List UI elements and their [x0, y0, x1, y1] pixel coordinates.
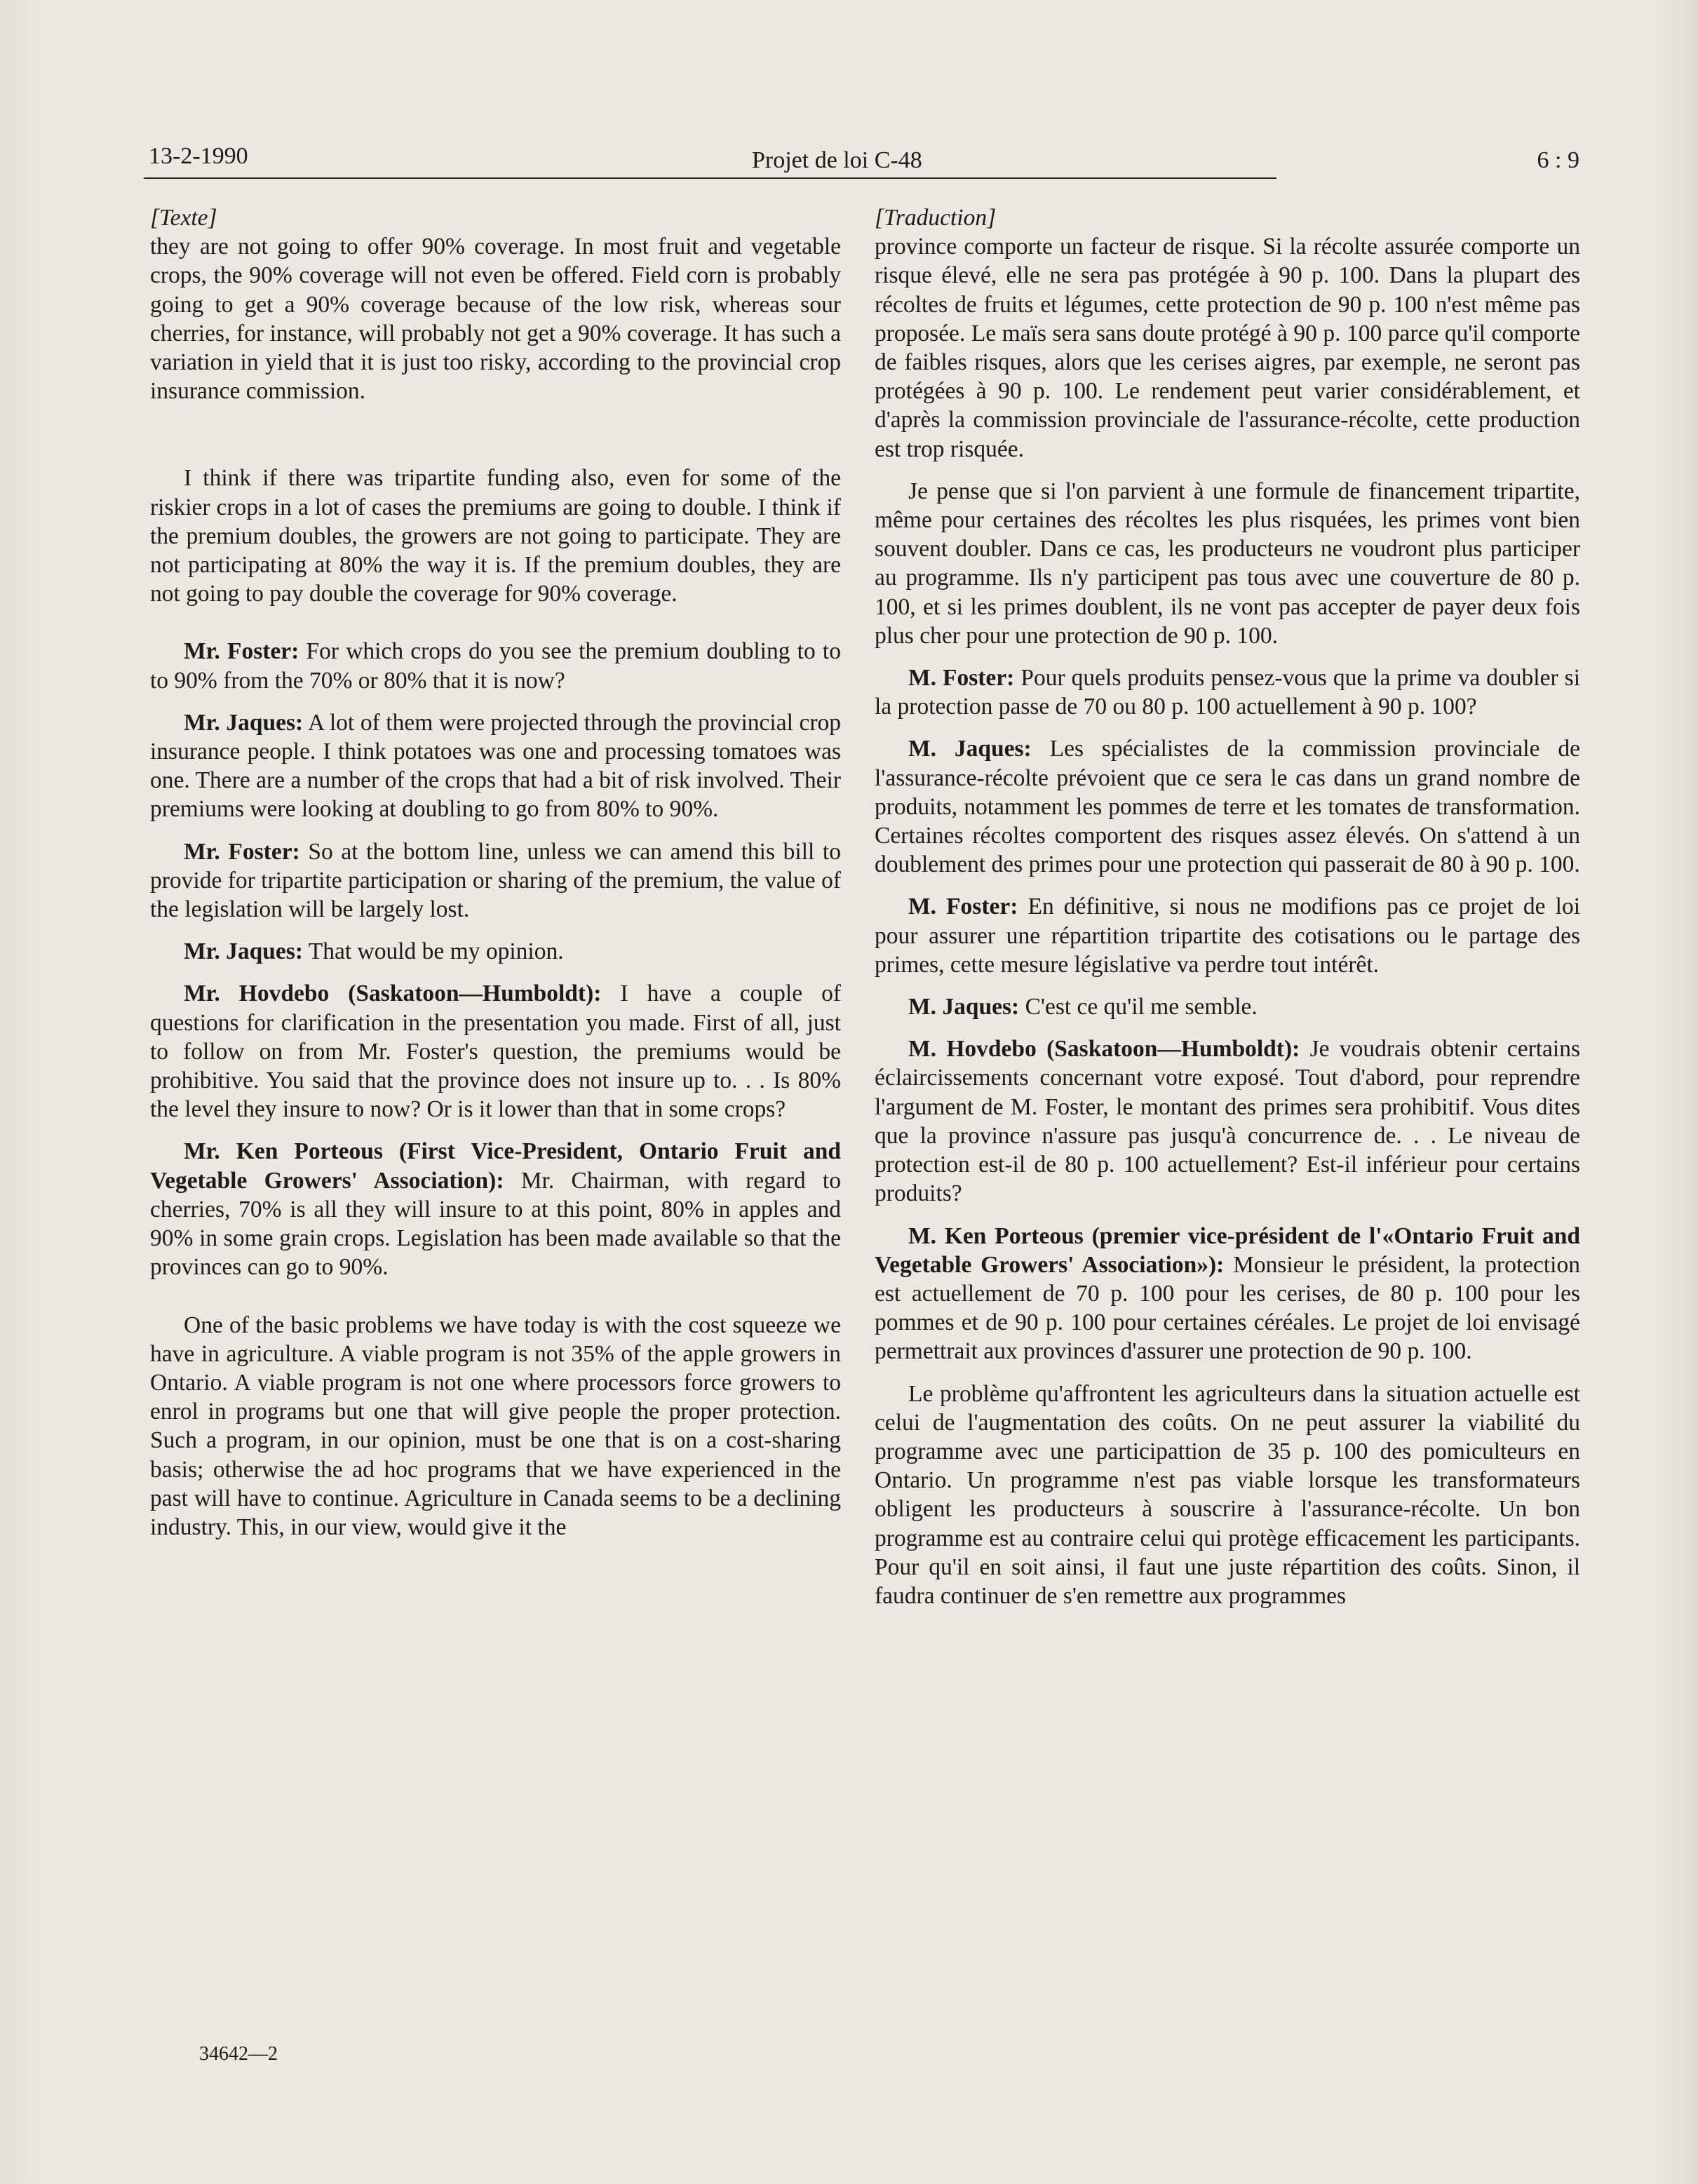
french-paragraph-2: Je pense que si l'on parvient à une formule de financement tripartite, même pour certaines des récoltes les plus risquées, les primes vont bien souvent doubler. Dans ce cas, les producteurs ne voudront plus participer au programme. Ils n'y participent pas tous avec une couverture de 80 p. 100, et si les primes doublent, ils ne vont pas accepter de payer deux fois plus cher pour une protection de 90 p. 100. — [875, 478, 1580, 649]
speaker: Mr. Foster: — [184, 638, 299, 665]
french-paragraph-4 — [875, 734, 1580, 879]
english-paragraph-5 — [150, 837, 841, 924]
french-column — [875, 203, 1580, 1610]
speaker: M. Jaques: — [908, 736, 1032, 762]
speaker: M. Hovdebo (Saskatoon—Humboldt): — [908, 1036, 1300, 1063]
speaker: Mr. Jaques: — [184, 938, 303, 965]
french-tag: [Traduction] — [875, 205, 997, 231]
french-paragraph-8 — [875, 1222, 1580, 1366]
french-paragraph-6 — [875, 992, 1580, 1021]
speaker: Mr. Jaques: — [184, 709, 304, 736]
speech: That would be my opinion. — [303, 938, 564, 965]
english-paragraph-3 — [150, 637, 841, 694]
speaker: M. Ken Porteous (premier vice-président de l'«Ontario Fruit and Vegetable Growers' Association»): — [875, 1222, 1580, 1278]
english-column — [150, 203, 841, 1542]
speaker: M. Foster: — [908, 665, 1015, 692]
speech: Les spécialistes de la commission provinciale de l'assurance-récolte prévoient que ce sera le cas dans un grand nombre de produits, notamment les pommes de terre et les tomates de transformation. Certaines récoltes comportent des risques assez élevés. On s'attend à un doublement des primes pour une protection qui passerait de 80 à 90 p. 100. — [875, 736, 1580, 878]
english-paragraph-6 — [150, 937, 841, 966]
english-paragraph-1: they are not going to offer 90% coverage. In most fruit and vegetable crops, the 90% coverage will not even be offered. Field corn is probably going to get a 90% coverage because of the low risk, whereas sour cherries, for instance, will probably not get a 90% coverage. It has such a variation in yield that it is just too risky, according to the provincial crop insurance commission. — [150, 234, 841, 405]
header-date: 13-2-1990 — [149, 143, 248, 169]
speech: Je voudrais obtenir certains éclaircissements concernant votre exposé. Tout d'abord, pour reprendre l'argument de M. Foster, le montant des primes sera prohibitif. Vous dites que la province n'assure pas jusqu'à concurrence de. . . Le niveau de protection est-il de 80 p. 100 actuellement? Est-il inférieur pour certains produits? — [875, 1036, 1580, 1207]
header-page-number: 6 : 9 — [1537, 147, 1579, 173]
french-paragraph-5 — [875, 892, 1580, 979]
speech: Pour quels produits pensez-vous que la prime va doubler si la protection passe de 70 ou 80 p. 100 actuellement à 90 p. 100? — [875, 665, 1580, 720]
header-rule — [144, 177, 1276, 179]
english-paragraph-8 — [150, 1137, 841, 1281]
speech: Monsieur le président, la protection est actuellement de 70 p. 100 pour les cerises, de 80 p. 100 pour les pommes et de 90 p. 100 pour certaines céréales. Le projet de loi envisagé permettrait aux provinces d'assurer une protection de 90 p. 100. — [875, 1251, 1580, 1365]
speech: A lot of them were projected through the provincial crop insurance people. I think potatoes was one and processing tomatoes was one. There are a number of the crops that had a bit of risk involved. Their premiums were looking at doubling to go from 80% to 90%. — [150, 709, 841, 823]
french-paragraph-9: Le problème qu'affrontent les agriculteurs dans la situation actuelle est celui de l'augmentation des coûts. On ne peut assurer la viabilité du programme avec une participattion de 35 p. 100 des pomiculteurs en Ontario. Un programme n'est pas viable lorsque les transformateurs obligent les producteurs à souscrire à l'assurance-récolte. Un bon programme est au contraire celui qui protège efficacement les participants. Pour qu'il en soit ainsi, il faut une juste répartition des coûts. Sinon, il faudra continuer de s'en remettre aux programmes — [875, 1380, 1580, 1609]
french-paragraph-7 — [875, 1034, 1580, 1208]
french-paragraph-3 — [875, 663, 1580, 721]
speaker: M. Jaques: — [908, 994, 1020, 1020]
speech: So at the bottom line, unless we can amend this bill to provide for tripartite participation or sharing of the premium, the value of the legislation will be largely lost. — [150, 838, 841, 923]
speaker: Mr. Foster: — [184, 838, 300, 865]
page-header — [149, 143, 1579, 178]
english-paragraph-7 — [150, 979, 841, 1124]
english-paragraph-2: I think if there was tripartite funding also, even for some of the riskier crops in a lot of cases the premiums are going to double. I think if the premium doubles, the growers are not going to participate. They are not participating at 80% the way it is. If the premium doubles, they are not going to pay double the coverage for 90% coverage. — [150, 465, 841, 607]
speech: Mr. Chairman, with regard to cherries, 70% is all they will insure to at this point, 80% in apples and 90% in some grain crops. Legislation has been made available so that the provinces can go to 90%. — [150, 1167, 841, 1281]
speech: C'est ce qu'il me semble. — [1019, 994, 1258, 1020]
speaker: M. Foster: — [908, 894, 1018, 920]
speaker: Mr. Hovdebo (Saskatoon—Humboldt): — [184, 980, 602, 1007]
french-paragraph-1: province comporte un facteur de risque. Si la récolte assurée comporte un risque élevé, elle ne sera pas protégée à 90 p. 100. Dans la plupart des récoltes de fruits et légumes, cette protection de 90 p. 100 n'est même pas proposée. Le maïs sera sans doute protégé à 90 p. 100 parce qu'il comporte de faibles risques, alors que les cerises aigres, par exemple, ne seront pas protégées à 90 p. 100. Le rendement peut varier considérablement, et d'après la commission provinciale de l'assurance-récolte, cette production est trop risquée. — [875, 234, 1580, 462]
english-paragraph-4 — [150, 708, 841, 824]
speech: I have a couple of questions for clarification in the presentation you made. First of all, just to follow on from Mr. Foster's question, the premiums would be prohibitive. You said that the province does not insure up to. . . Is 80% the level they insure to now? Or is it lower than that in some crops? — [150, 980, 841, 1123]
header-title: Projet de loi C-48 — [752, 147, 922, 173]
speaker: Mr. Ken Porteous (First Vice-President, Ontario Fruit and Vegetable Growers' Association): — [150, 1138, 841, 1194]
speech: En définitive, si nous ne modifions pas ce projet de loi pour assurer une répartition tripartite des cotisations ou le partage des primes, cette mesure législative va perdre tout intérêt. — [875, 894, 1581, 978]
speech: For which crops do you see the premium doubling to to to 90% from the 70% or 80% that it is now? — [150, 638, 841, 694]
english-tag: [Texte] — [150, 205, 217, 231]
footer-code: 34642—2 — [199, 2043, 278, 2065]
english-paragraph-9: One of the basic problems we have today is with the cost squeeze we have in agriculture. A viable program is not 35% of the apple growers in Ontario. A viable program is not one where processors force growers to enrol in programs but one that will give people the proper protection. Such a program, in our opinion, must be one that is on a cost-sharing basis; otherwise the ad hoc programs that we have experienced in the past will have to continue. Agriculture in Canada seems to be a declining industry. This, in our view, would give it the — [150, 1312, 841, 1540]
